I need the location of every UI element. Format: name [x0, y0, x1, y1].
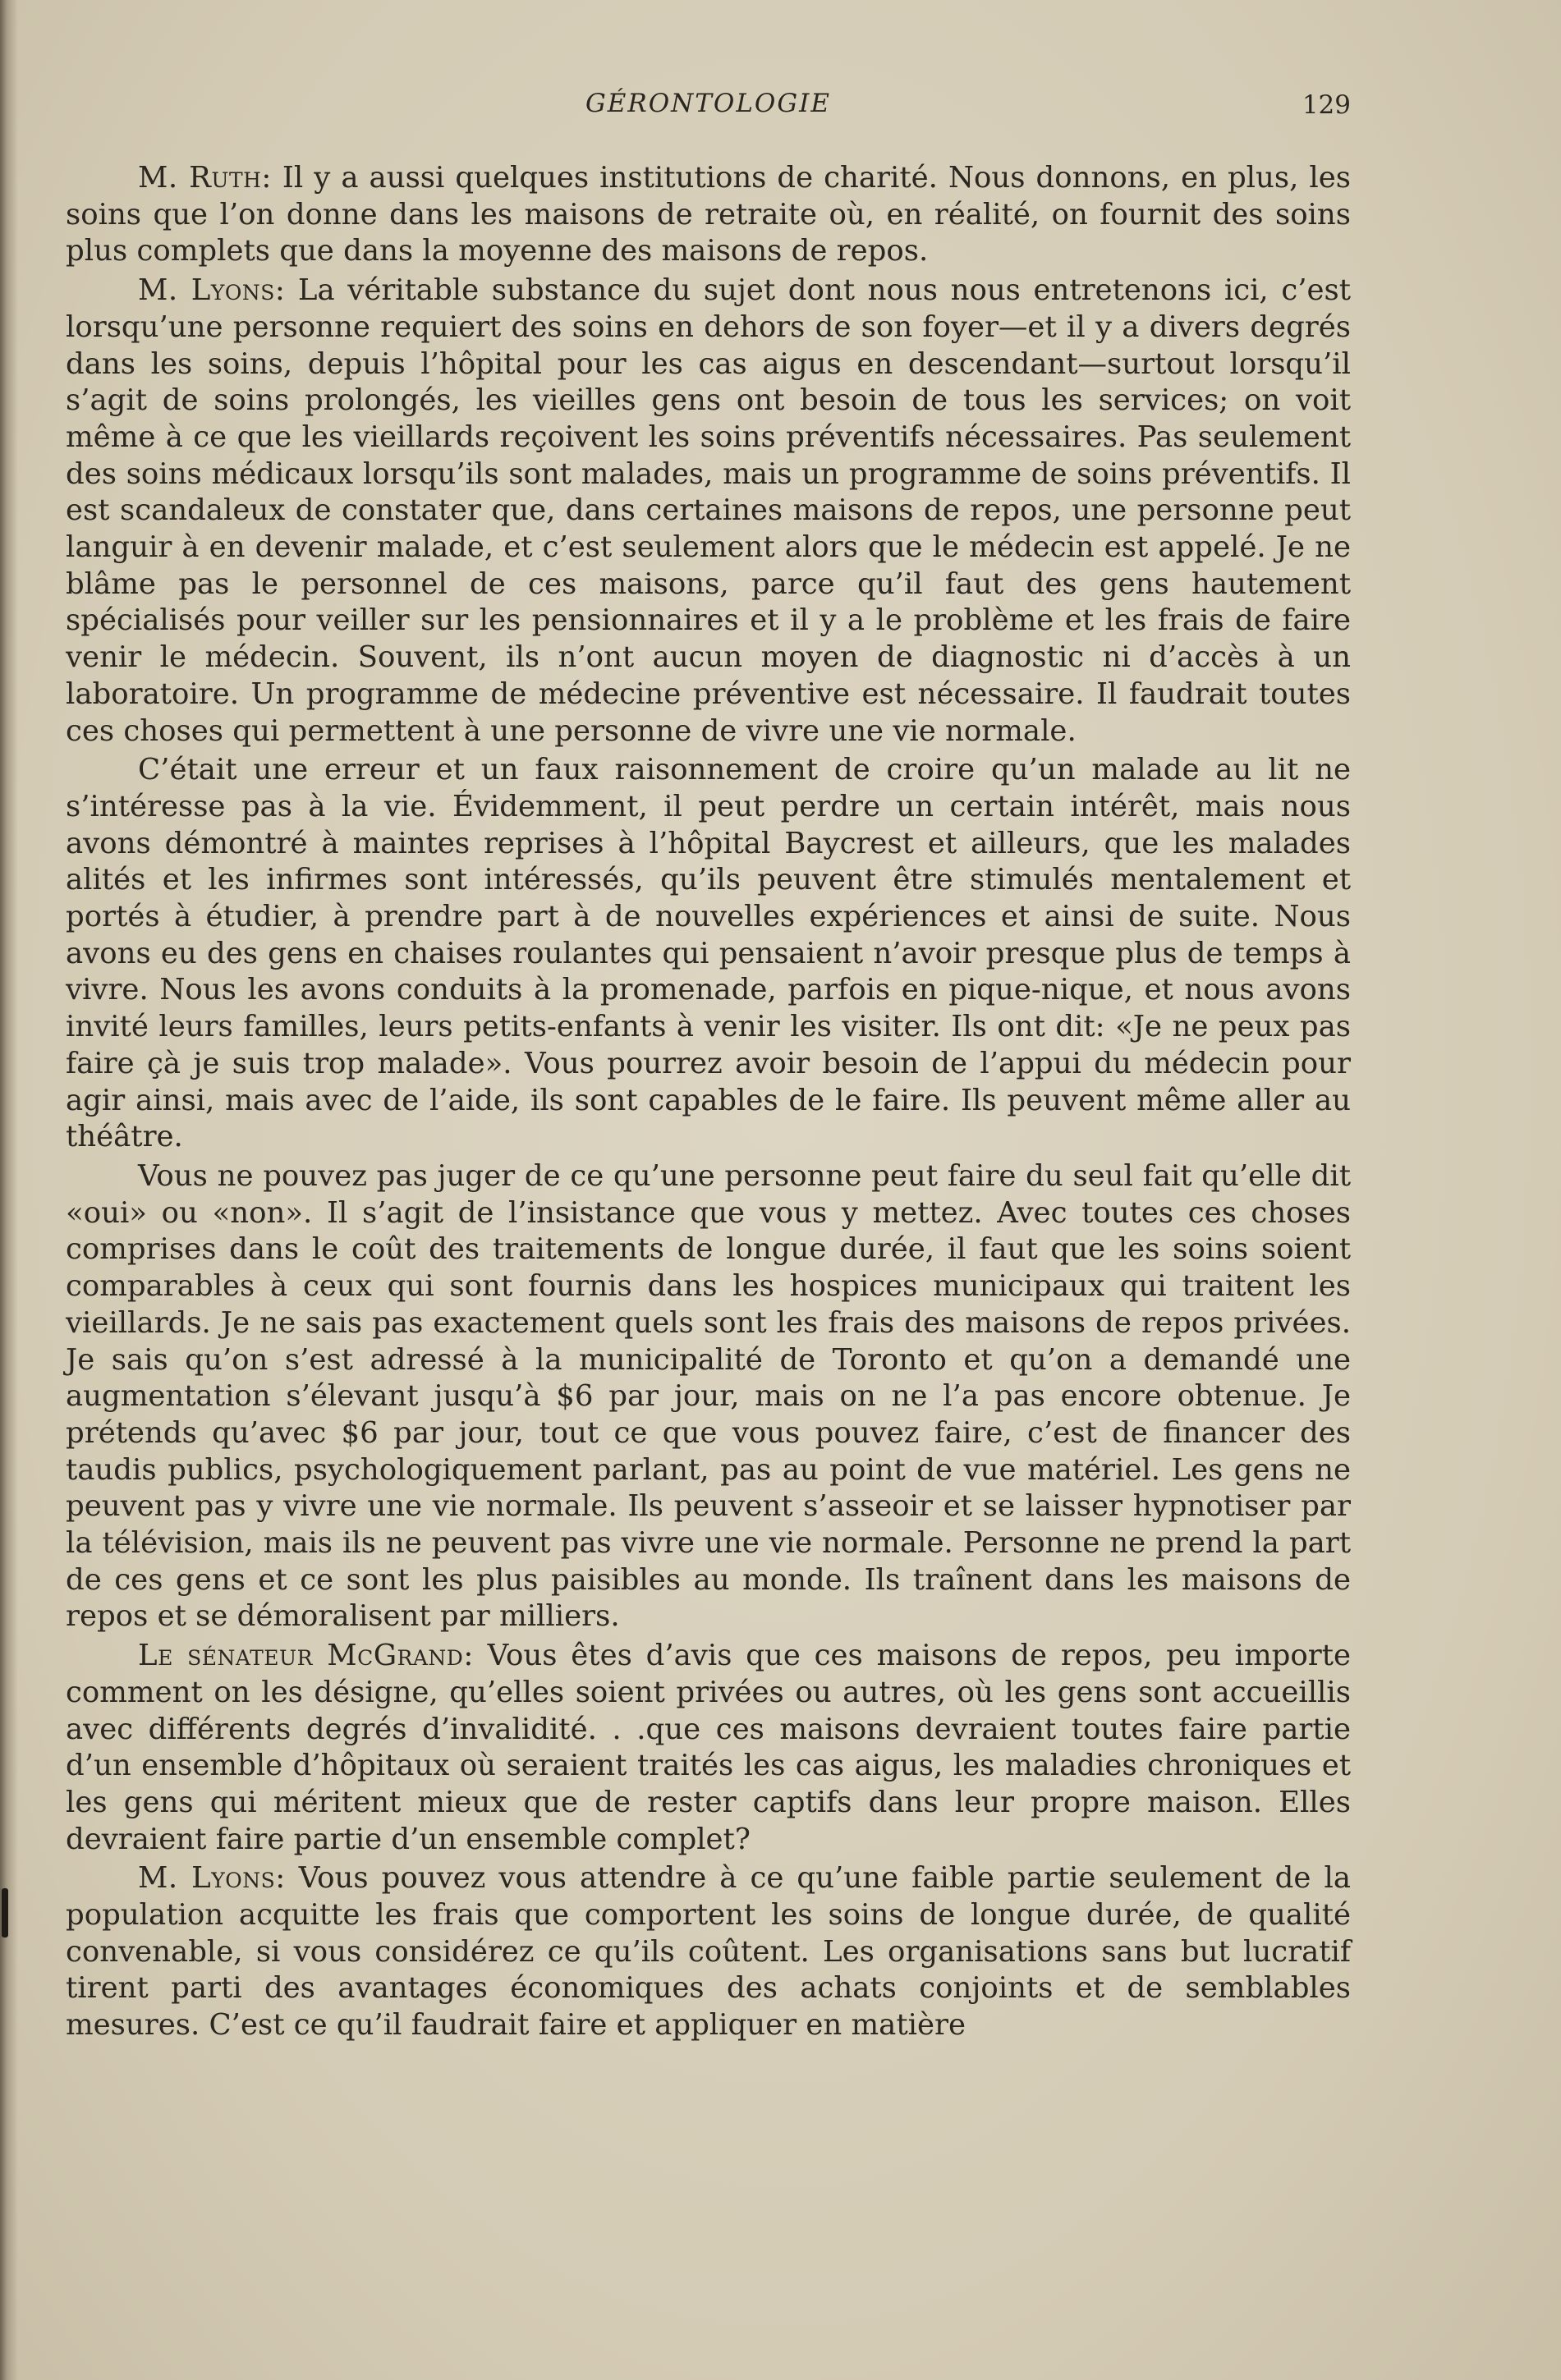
paragraph-text: C’était une erreur et un faux raisonnement de croire qu’un malade au lit ne s’intéresse pas à la vie. Évidemment, il peut perdre un certain intérêt, mais nous avons démontré à maintes reprises à l’hôpital Baycrest et ailleurs, que les malades alités et les infirmes sont intéressés, qu’ils peuvent être stimulés mentalement et portés à étudier, à prendre part à de nouvelles expériences et ainsi de suite. Nous avons eu des gens en chaises roulantes qui pensaient n’avoir presque plus de temps à vivre. Nous les avons conduits à la promenade, parfois en pique-nique, et nous avons invité leurs familles, leurs petits-enfants à venir les visiter. Ils ont dit: «Je ne peux pas faire çà je suis trop malade». Vous pourrez avoir besoin de l’appui du médecin pour agir ainsi, mais avec de l’aide, ils sont capables de le faire. Ils peuvent même aller au théâtre.: [66, 753, 1351, 1154]
page-binding-edge: [0, 0, 18, 2380]
paragraph-lyons-1: [66, 273, 1351, 750]
paragraph-lyons-4: [66, 1860, 1351, 2044]
paragraph-text: Il y a aussi quelques institutions de charité. Nous donnons, en plus, les soins que l’on donne dans les maisons de retraite où, en réalité, on fournit des soins plus complets que dans la moyenne des maisons de repos.: [66, 161, 1351, 268]
binding-mark: [2, 1888, 8, 1937]
speaker-name: M. Lyons:: [138, 273, 286, 308]
body-text: [66, 160, 1351, 2047]
speaker-name: Le sénateur McGrand:: [138, 1639, 474, 1673]
paragraph-lyons-3: [66, 1158, 1351, 1635]
paragraph-ruth: [66, 160, 1351, 270]
paragraph-mcgrand: [66, 1638, 1351, 1858]
paragraph-lyons-2: [66, 752, 1351, 1156]
running-title: GÉRONTOLOGIE: [585, 89, 831, 118]
paragraph-text: Vous ne pouvez pas juger de ce qu’une personne peut faire du seul fait qu’elle dit «oui» ou «non». Il s’agit de l’insistance que vous y mettez. Avec toutes ces choses comprises dans le coût des traitements de longue durée, il faut que les soins soient comparables à ceux qui sont fournis dans les hospices municipaux qui traitent les vieillards. Je ne sais pas exactement quels sont les frais des maisons de repos privées. Je sais qu’on s’est adressé à la municipalité de Toronto et qu’on a demandé une augmentation s’élevant jusqu’à $6 par jour, mais on ne l’a pas encore obtenue. Je prétends qu’avec $6 par jour, tout ce que vous pouvez faire, c’est de financer des taudis publics, psychologiquement parlant, pas au point de vue matériel. Les gens ne peuvent pas y vivre une vie normale. Ils peuvent s’asseoir et se laisser hypnotiser par la télévision, mais ils ne peuvent pas vivre une vie normale. Personne ne prend la part de ces gens et ce sont les plus paisibles au monde. Ils traînent dans les maisons de repos et se démoralisent par milliers.: [66, 1158, 1351, 1634]
speaker-name: M. Lyons:: [138, 1861, 286, 1896]
paragraph-text: La véritable substance du sujet dont nous nous entretenons ici, c’est lorsqu’une personne requiert des soins en dehors de son foyer—et il y a divers degrés dans les soins, depuis l’hôpital pour les cas aigus en descendant—surtout lorsqu’il s’agit de soins prolongés, les vieilles gens ont besoin de tous les services; on voit même à ce que les vieillards reçoivent les soins préventifs nécessaires. Pas seulement des soins médicaux lorsqu’ils sont malades, mais un programme de soins préventifs. Il est scandaleux de constater que, dans certaines maisons de repos, une personne peut languir à en devenir malade, et c’est seulement alors que le médecin est appelé. Je ne blâme pas le personnel de ces maisons, parce qu’il faut des gens hautement spécialisés pour veiller sur les pensionnaires et il y a le problème et les frais de faire venir le médecin. Souvent, ils n’ont aucun moyen de diagnostic ni d’accès à un laboratoire. Un programme de médecine préventive est nécessaire. Il faudrait toutes ces choses qui permettent à une personne de vivre une vie normale.: [66, 273, 1351, 748]
page-header: [66, 89, 1351, 130]
page-number: 129: [1302, 90, 1351, 120]
speaker-name: M. Ruth:: [138, 161, 272, 195]
paragraph-text: Vous êtes d’avis que ces maisons de repos, peu importe comment on les désigne, qu’elles soient privées ou autres, où les gens sont accueillis avec différents degrés d’invalidité. . .que ces maisons devraient toutes faire partie d’un ensemble d’hôpitaux où seraient traités les cas aigus, les maladies chroniques et les gens qui méritent mieux que de rester captifs dans leur propre maison. Elles devraient faire partie d’un ensemble complet?: [66, 1639, 1352, 1856]
paragraph-text: Vous pouvez vous attendre à ce qu’une faible partie seulement de la population acquitte les frais que comportent les soins de longue durée, de qualité convenable, si vous considérez ce qu’ils coûtent. Les organisations sans but lucratif tirent parti des avantages économiques des achats conjoints et de semblables mesures. C’est ce qu’il faudrait faire et appliquer en matière: [66, 1861, 1351, 2043]
